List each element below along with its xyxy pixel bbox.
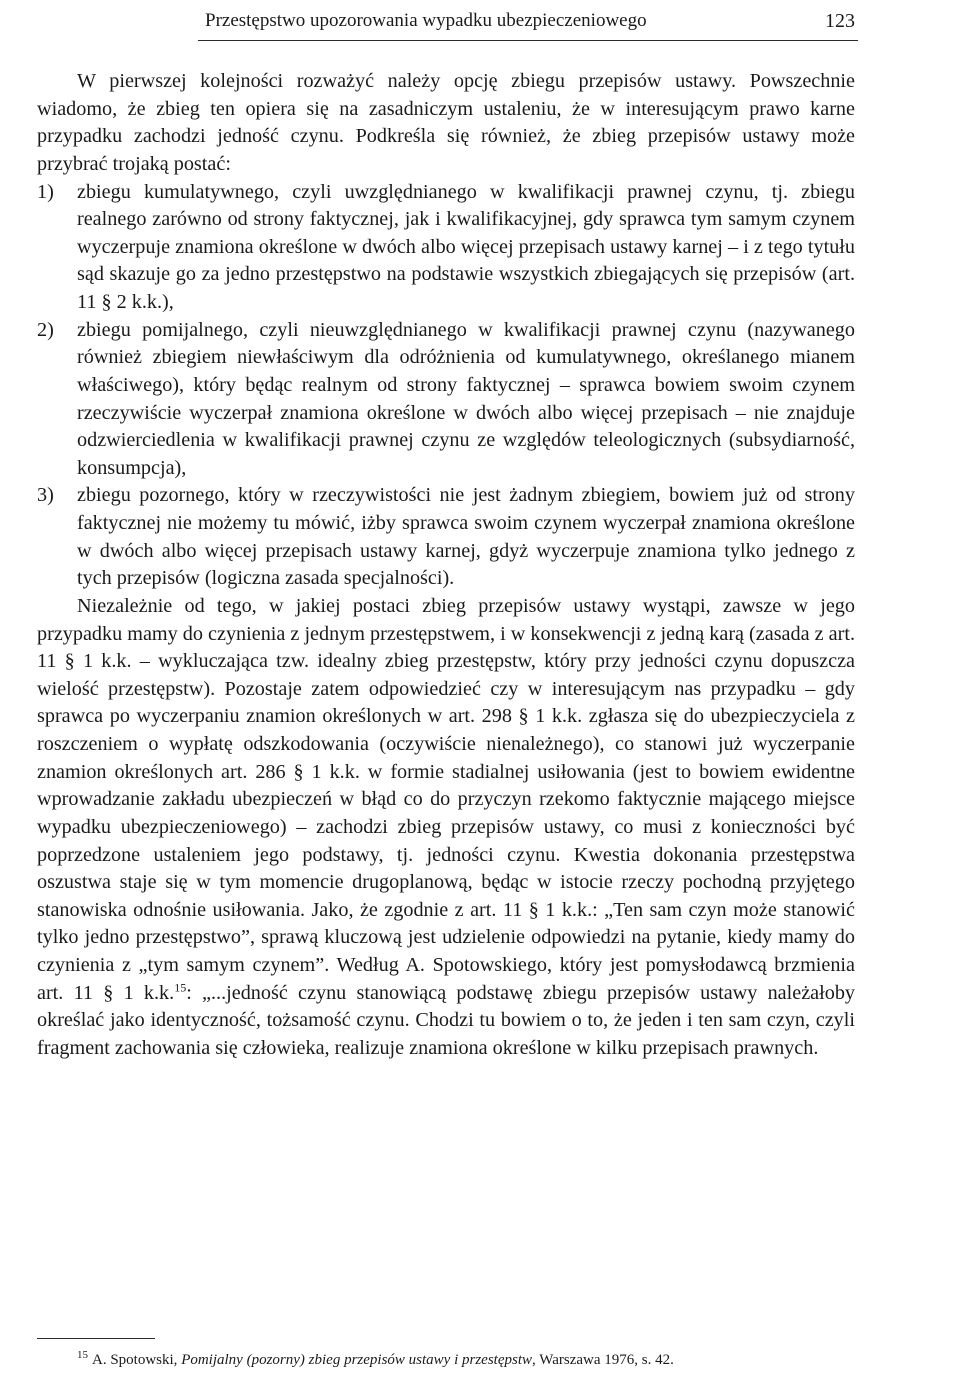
list-item-2 [37,317,855,483]
list-number: 1) [37,180,54,203]
list-item-3 [37,482,855,593]
footnote-title: Pomijalny (pozorny) zbieg przepisów ustawy i przestępstw [181,1352,533,1368]
paragraph-main [37,593,855,1063]
running-title: Przestępstwo upozorowania wypadku ubezpieczeniowego [205,10,647,31]
footnote-rule [37,1338,155,1339]
footnote-reference: 15 [174,979,187,994]
page-number: 123 [825,10,855,32]
list-item-text: zbiegu pozornego, który w rzeczywistości nie jest żadnym zbiegiem, bowiem już od strony faktycznej nie możemy tu mówić, iżby sprawca swoim czynem wyczerpał znamiona określone w dwóch albo więcej przepisach ustawy karnej, gdyż wyczerpuje znamiona tylko jednego z tych przepisów (logiczna zasada specjalności). [77,484,855,590]
footnote [77,1350,857,1370]
footnote-rest: , Warszawa 1976, s. 42. [532,1352,674,1368]
paragraph-main-part1: Niezależnie od tego, w jakiej postaci zbieg przepisów ustawy wystąpi, zawsze w jego przypadku mamy do czynienia z jednym przestępstwem, i w konsekwencji z jedną karą (zasada z art. 11 § 1 k.k. – wykluczająca tzw. idealny zbieg przestępstw, który przy jedności czynu dopuszcza wielość przestępstw). Pozostaje zatem odpowiedzieć czy w interesującym nas przypadku – gdy sprawca po wyczerpaniu znamion określonych w art. 298 § 1 k.k. zgłasza się do ubezpieczyciela z roszczeniem o wypłatę odszkodowania (oczywiście nienależnego), co stanowi już wyczerpanie znamion określonych art. 286 § 1 k.k. w formie stadialnej usiłowania (jest to bowiem ewidentne wprowadzanie zakładu ubezpieczeń w błąd co do przyczyn rzekomo faktycznie mającego miejsce wypadku ubezpieczeniowego) – zachodzi zbieg przepisów ustawy, co musi z konieczności być poprzedzone ustaleniem jego podstawy, tj. jedności czynu. Kwestia dokonania przestępstwa oszustwa staje się w tym momencie drugoplanową, będąc w istocie rzeczy pochodną przyjętego stanowiska odnośnie usiłowania. Jako, że zgodnie z art. 11 § 1 k.k.: „Ten sam czyn może stanowić tylko jedno przestępstwo”, sprawą kluczową jest udzielenie odpowiedzi na pytanie, kiedy mamy do czynienia z „tym samym czynem”. Według A. Spotowskiego, który jest pomysłodawcą brzmienia art. 11 § 1 k.k. [37,594,855,1004]
footnote-number: 15 [77,1349,88,1361]
list-number: 3) [37,484,54,507]
list-item-text: zbiegu kumulatywnego, czyli uwzględnianego w kwalifikacji prawnej czynu, tj. zbiegu realnego zarówno od strony faktycznej, jak i kwalifikacyjnej, gdy sprawca tym samym czynem wyczerpuje znamiona określone w dwóch albo więcej przepisach ustawy karnej – i z tego tytułu sąd skazuje go za jedno przestępstwo na podstawie wszystkich zbiegających się przepisów (art. 11 § 2 k.k.), [77,180,855,313]
paragraph-intro: W pierwszej kolejności rozważyć należy opcję zbiegu przepisów ustawy. Powszechnie wiadomo, że zbieg ten opiera się na zasadniczym ustaleniu, że w interesującym prawo karne przypadku zachodzi jedność czynu. Podkreśla się również, że zbieg przepisów ustawy może przybrać trojaką postać: [37,70,855,175]
paragraph-main-part2: : „...jedność czynu stanowiącą podstawę zbiegu przepisów ustawy należałoby określać jako identyczność, tożsamość czynu. Chodzi tu bowiem o to, że jeden i ten sam czyn, czyli fragment zachowania się człowieka, realizuje znamiona określone w kilku przepisach prawnych. [37,981,856,1059]
main-text [37,68,855,1063]
list-number: 2) [37,318,54,341]
footnote-author: A. Spotowski, [92,1352,182,1368]
list-item-1 [37,179,855,317]
list-item-text: zbiegu pomijalnego, czyli nieuwzględnianego w kwalifikacji prawnej czynu (nazywanego również zbiegiem niewłaściwym dla odróżnienia od kumulatywnego, określanego mianem właściwego), który będąc realnym od strony faktycznej – sprawca bowiem swoim czynem rzeczywiście wyczerpał znamiona określone w dwóch albo więcej przepisach – nie znajduje odzwierciedlenia w kwalifikacji prawnej czynu ze względów teleologicznych (subsydiarność, konsumpcja), [77,318,855,479]
running-header [205,6,855,36]
header-rule [198,40,858,41]
